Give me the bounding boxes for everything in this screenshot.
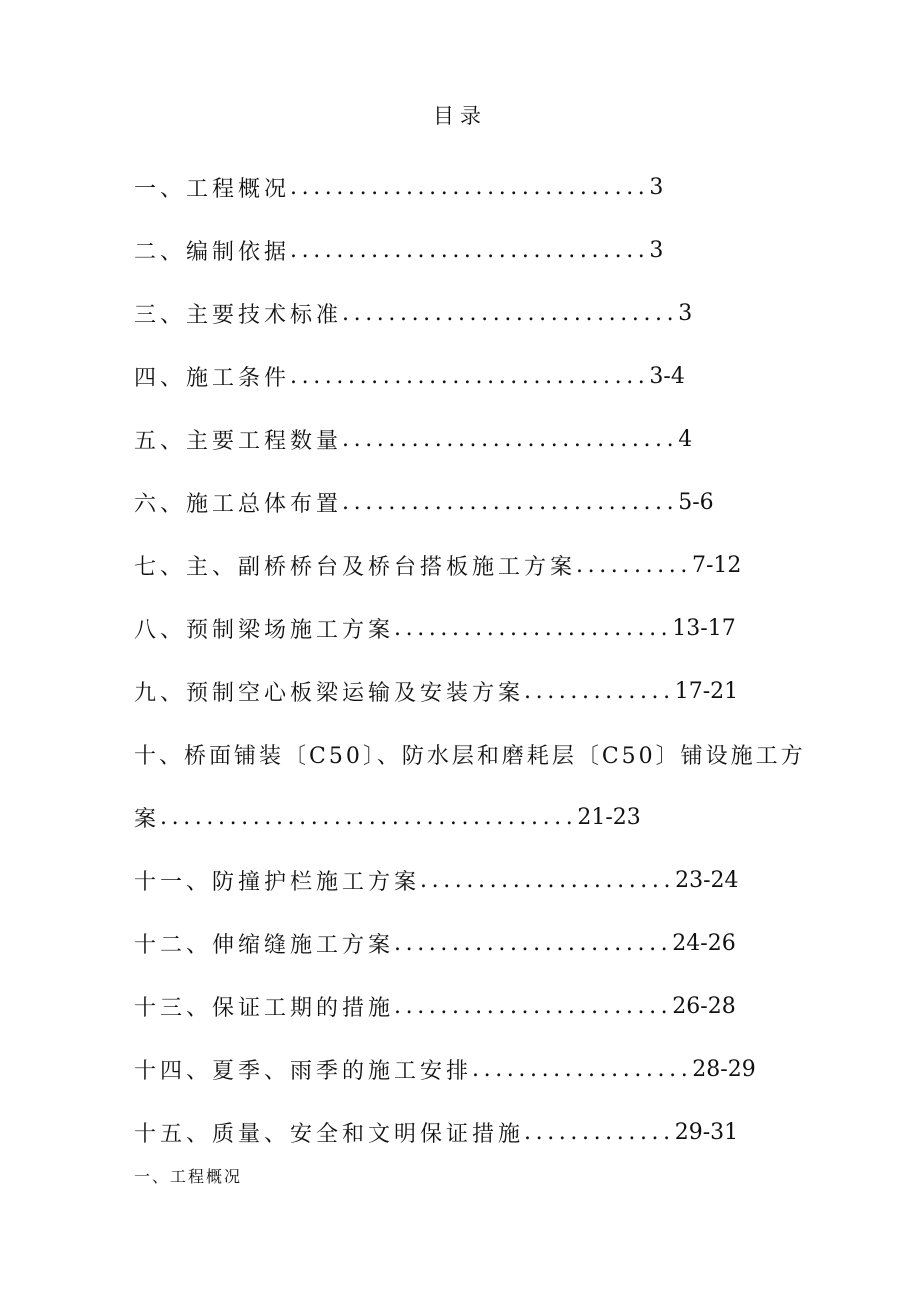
toc-entry[interactable]	[134, 1101, 794, 1164]
toc-entry[interactable]	[134, 660, 794, 723]
toc-entry-label: 十三、保证工期的措施	[134, 996, 395, 1021]
toc-entry-leader: ..........	[576, 553, 692, 578]
toc-entry-page: 21-23	[577, 805, 641, 830]
toc-entry-label: 一、工程概况	[134, 177, 291, 202]
toc-entry-page: 17-21	[674, 679, 739, 704]
toc-entry-page: 3	[678, 301, 693, 326]
toc-entry-leader: .............................	[342, 427, 679, 452]
toc-entry[interactable]	[134, 723, 806, 786]
toc-entry-label: 十二、伸缩缝施工方案	[134, 933, 395, 958]
toc-entry-page: 29-31	[674, 1120, 739, 1145]
toc-entry-leader: ...................	[472, 1057, 693, 1082]
toc-entry-leader: ...............................	[290, 175, 650, 200]
toc-entry-page: 13-17	[672, 616, 736, 641]
toc-entry[interactable]	[134, 849, 794, 912]
toc-entry[interactable]	[134, 408, 794, 471]
toc-entry-label: 十五、质量、安全和文明保证措施	[134, 1122, 525, 1147]
toc-entry[interactable]	[134, 471, 794, 534]
toc-entry-label: 案	[134, 807, 161, 832]
toc-entry-leader: ........................	[394, 931, 673, 956]
toc-entry-label: 十一、防撞护栏施工方案	[134, 870, 421, 895]
toc-entry-page: 4	[678, 427, 693, 452]
toc-entry-leader: .............................	[342, 301, 679, 326]
toc-entry[interactable]	[134, 345, 794, 408]
toc-entry-page: 5-6	[678, 490, 714, 515]
toc-entry[interactable]	[134, 156, 794, 219]
toc-entry-label: 六、施工总体布置	[134, 492, 343, 517]
toc-list	[134, 156, 806, 1164]
toc-entry-leader: ...............................	[290, 238, 650, 263]
toc-entry[interactable]	[134, 597, 794, 660]
toc-entry-label: 三、主要技术标准	[134, 303, 343, 328]
toc-entry-label: 十四、夏季、雨季的施工安排	[134, 1059, 473, 1084]
toc-entry[interactable]	[134, 786, 794, 849]
toc-entry-leader: ........................	[394, 994, 673, 1019]
toc-entry-label: 八、预制梁场施工方案	[134, 618, 395, 643]
toc-entry[interactable]	[134, 1038, 794, 1101]
toc-entry-page: 7-12	[691, 553, 742, 578]
toc-entry-leader: ....................................	[160, 805, 578, 830]
toc-entry-leader: .............	[524, 679, 675, 704]
toc-title: 目录	[433, 104, 487, 128]
toc-entry-leader: ......................	[420, 868, 676, 893]
toc-entry-page: 28-29	[692, 1057, 756, 1082]
toc-entry-label: 九、预制空心板梁运输及安装方案	[134, 681, 525, 706]
toc-entry-label: 十、桥面铺装〔C50〕、防水层和磨耗层〔C50〕铺设施工方	[134, 744, 806, 769]
toc-entry-leader: ........................	[394, 616, 673, 641]
section-heading: 一、工程概况	[134, 1167, 243, 1186]
toc-entry-leader: .............	[524, 1120, 675, 1145]
toc-entry[interactable]	[134, 975, 794, 1038]
toc-entry-label: 五、主要工程数量	[134, 429, 343, 454]
toc-entry[interactable]	[134, 534, 794, 597]
toc-entry-page: 26-28	[672, 994, 736, 1019]
toc-entry[interactable]	[134, 282, 794, 345]
toc-entry-label: 七、主、副桥桥台及桥台搭板施工方案	[134, 555, 577, 580]
toc-entry-label: 四、施工条件	[134, 366, 291, 391]
toc-entry-page: 24-26	[672, 931, 736, 956]
toc-entry-leader: .............................	[342, 490, 679, 515]
toc-entry-leader: ...............................	[290, 364, 650, 389]
toc-entry-page: 23-24	[675, 868, 739, 893]
toc-entry-page: 3	[649, 175, 664, 200]
toc-entry-page: 3-4	[649, 364, 685, 389]
toc-entry[interactable]	[134, 219, 794, 282]
toc-entry[interactable]	[134, 912, 794, 975]
toc-entry-page: 3	[649, 238, 664, 263]
toc-entry-label: 二、编制依据	[134, 240, 291, 265]
